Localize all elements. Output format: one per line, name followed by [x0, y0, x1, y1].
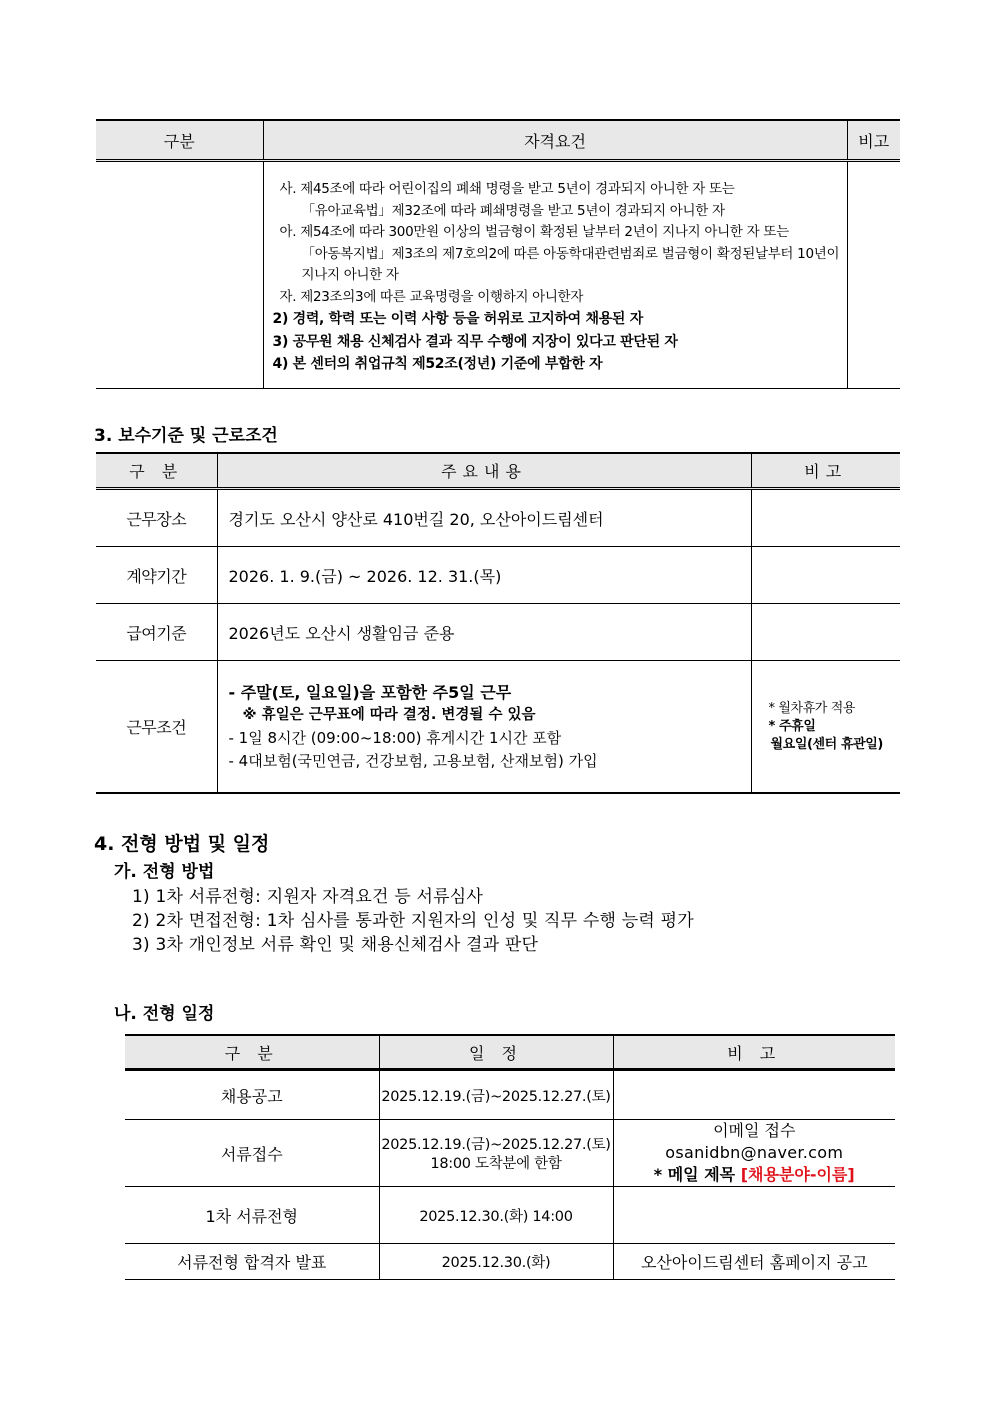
subsection-b-title: 나. 전형 일정	[114, 1004, 215, 1024]
method-item: 2) 2차 면접전형: 1차 심사를 통과한 지원자의 인성 및 직무 수행 능력 평가	[132, 911, 694, 931]
remark-line: * 월차휴가 적용	[768, 700, 856, 716]
schedule-label: 채용공고	[125, 1070, 379, 1120]
requirements-cell	[263, 161, 847, 389]
condition-line: - 4대보험(국민연금, 건강보험, 고용보험, 산재보험) 가입	[228, 751, 598, 770]
req-line: 아. 제54조에 따라 300만원 이상의 벌금형이 확정된 날부터 2년이 지나지 아니한 자 또는	[279, 224, 789, 240]
method-item: 3) 3차 개인정보 서류 확인 및 채용신체검사 결과 판단	[132, 935, 539, 955]
header-category: 구 분	[96, 453, 217, 489]
note-line: 이메일 접수	[713, 1121, 796, 1140]
header-requirements: 자격요건	[263, 120, 847, 161]
header-remarks: 비고	[751, 453, 900, 489]
method-item: 1) 1차 서류전형: 지원자 자격요건 등 서류심사	[132, 887, 483, 907]
note-line: * 메일 제목	[653, 1165, 736, 1184]
header-category: 구분	[96, 120, 263, 161]
header-category: 구 분	[125, 1035, 379, 1070]
schedule-label: 서류전형 합격자 발표	[125, 1244, 379, 1280]
conditions-table	[96, 452, 900, 794]
req-line: 「유아교육법」제32조에 따라 폐쇄명령을 받고 5년이 경과되지 아니한 자	[301, 202, 725, 219]
header-remarks: 비 고	[613, 1035, 895, 1070]
remark-line: 월요일(센터 휴관일)	[770, 736, 883, 752]
subsection-a-title: 가. 전형 방법	[114, 862, 215, 882]
row-remarks	[751, 547, 900, 604]
remark-line: * 주휴일	[768, 718, 816, 734]
schedule-label: 서류접수	[125, 1120, 379, 1187]
header-main-content: 주요내용	[217, 453, 751, 489]
qualification-table	[96, 119, 900, 389]
schedule-date: 2025.12.19.(금)~2025.12.27.(토)	[379, 1070, 613, 1120]
row-label: 계약기간	[96, 547, 217, 604]
subject-format: [채용분야-이름]	[740, 1165, 855, 1184]
row-content: 경기도 오산시 양산로 410번길 20, 오산아이드림센터	[217, 489, 751, 547]
req-line: 지나지 아니한 자	[301, 267, 399, 283]
row-label: 급여기준	[96, 604, 217, 661]
row-label: 근무조건	[96, 661, 217, 794]
header-remarks: 비고	[847, 120, 900, 161]
schedule-label: 1차 서류전형	[125, 1187, 379, 1244]
req-bold-line: 4) 본 센터의 취업규칙 제52조(정년) 기준에 부합한 자	[272, 356, 603, 372]
schedule-date-line: 2025.12.19.(금)~2025.12.27.(토)	[381, 1137, 611, 1153]
row-remarks	[751, 604, 900, 661]
schedule-date: 2025.12.30.(화) 14:00	[379, 1187, 613, 1244]
condition-line: - 1일 8시간 (09:00~18:00) 휴게시간 1시간 포함	[228, 728, 562, 747]
section4-title: 4. 전형 방법 및 일정	[94, 833, 270, 855]
remarks-cell	[847, 161, 900, 389]
req-line: 자. 제23조의3에 따른 교육명령을 이행하지 아니한자	[279, 288, 584, 305]
category-cell	[96, 161, 263, 389]
schedule-date	[379, 1120, 613, 1187]
req-bold-line: 2) 경력, 학력 또는 이력 사항 등을 허위로 고지하여 채용된 자	[272, 311, 643, 327]
condition-line: - 주말(토, 일요일)을 포함한 주5일 근무	[228, 682, 512, 702]
req-bold-line: 3) 공무원 채용 신체검사 결과 직무 수행에 지장이 있다고 판단된 자	[272, 333, 678, 350]
row-content: 2026년도 오산시 생활임금 준용	[217, 604, 751, 661]
req-line: 「아동복지법」제3조의 제7호의2에 따른 아동학대관련범죄로 벌금형이 확정된날부터 10년이	[301, 245, 840, 262]
req-line: 사. 제45조에 따라 어린이집의 폐쇄 명령을 받고 5년이 경과되지 아니한 자 또는	[279, 181, 735, 197]
condition-note: ※ 휴일은 근무표에 따라 결정. 변경될 수 있음	[242, 706, 536, 723]
condition-remarks	[751, 661, 900, 794]
email-address: osanidbn@naver.com	[665, 1143, 844, 1162]
row-content: 2026. 1. 9.(금) ~ 2026. 12. 31.(목)	[217, 547, 751, 604]
schedule-note	[613, 1120, 895, 1187]
schedule-table	[125, 1034, 895, 1280]
schedule-note	[613, 1187, 895, 1244]
schedule-date: 2025.12.30.(화)	[379, 1244, 613, 1280]
condition-content	[217, 661, 751, 794]
schedule-date-line: 18:00 도착분에 한함	[430, 1156, 562, 1172]
row-label: 근무장소	[96, 489, 217, 547]
header-schedule: 일 정	[379, 1035, 613, 1070]
row-remarks	[751, 489, 900, 547]
schedule-note	[613, 1070, 895, 1120]
schedule-note: 오산아이드림센터 홈페이지 공고	[613, 1244, 895, 1280]
section3-title: 3. 보수기준 및 근로조건	[94, 426, 278, 446]
